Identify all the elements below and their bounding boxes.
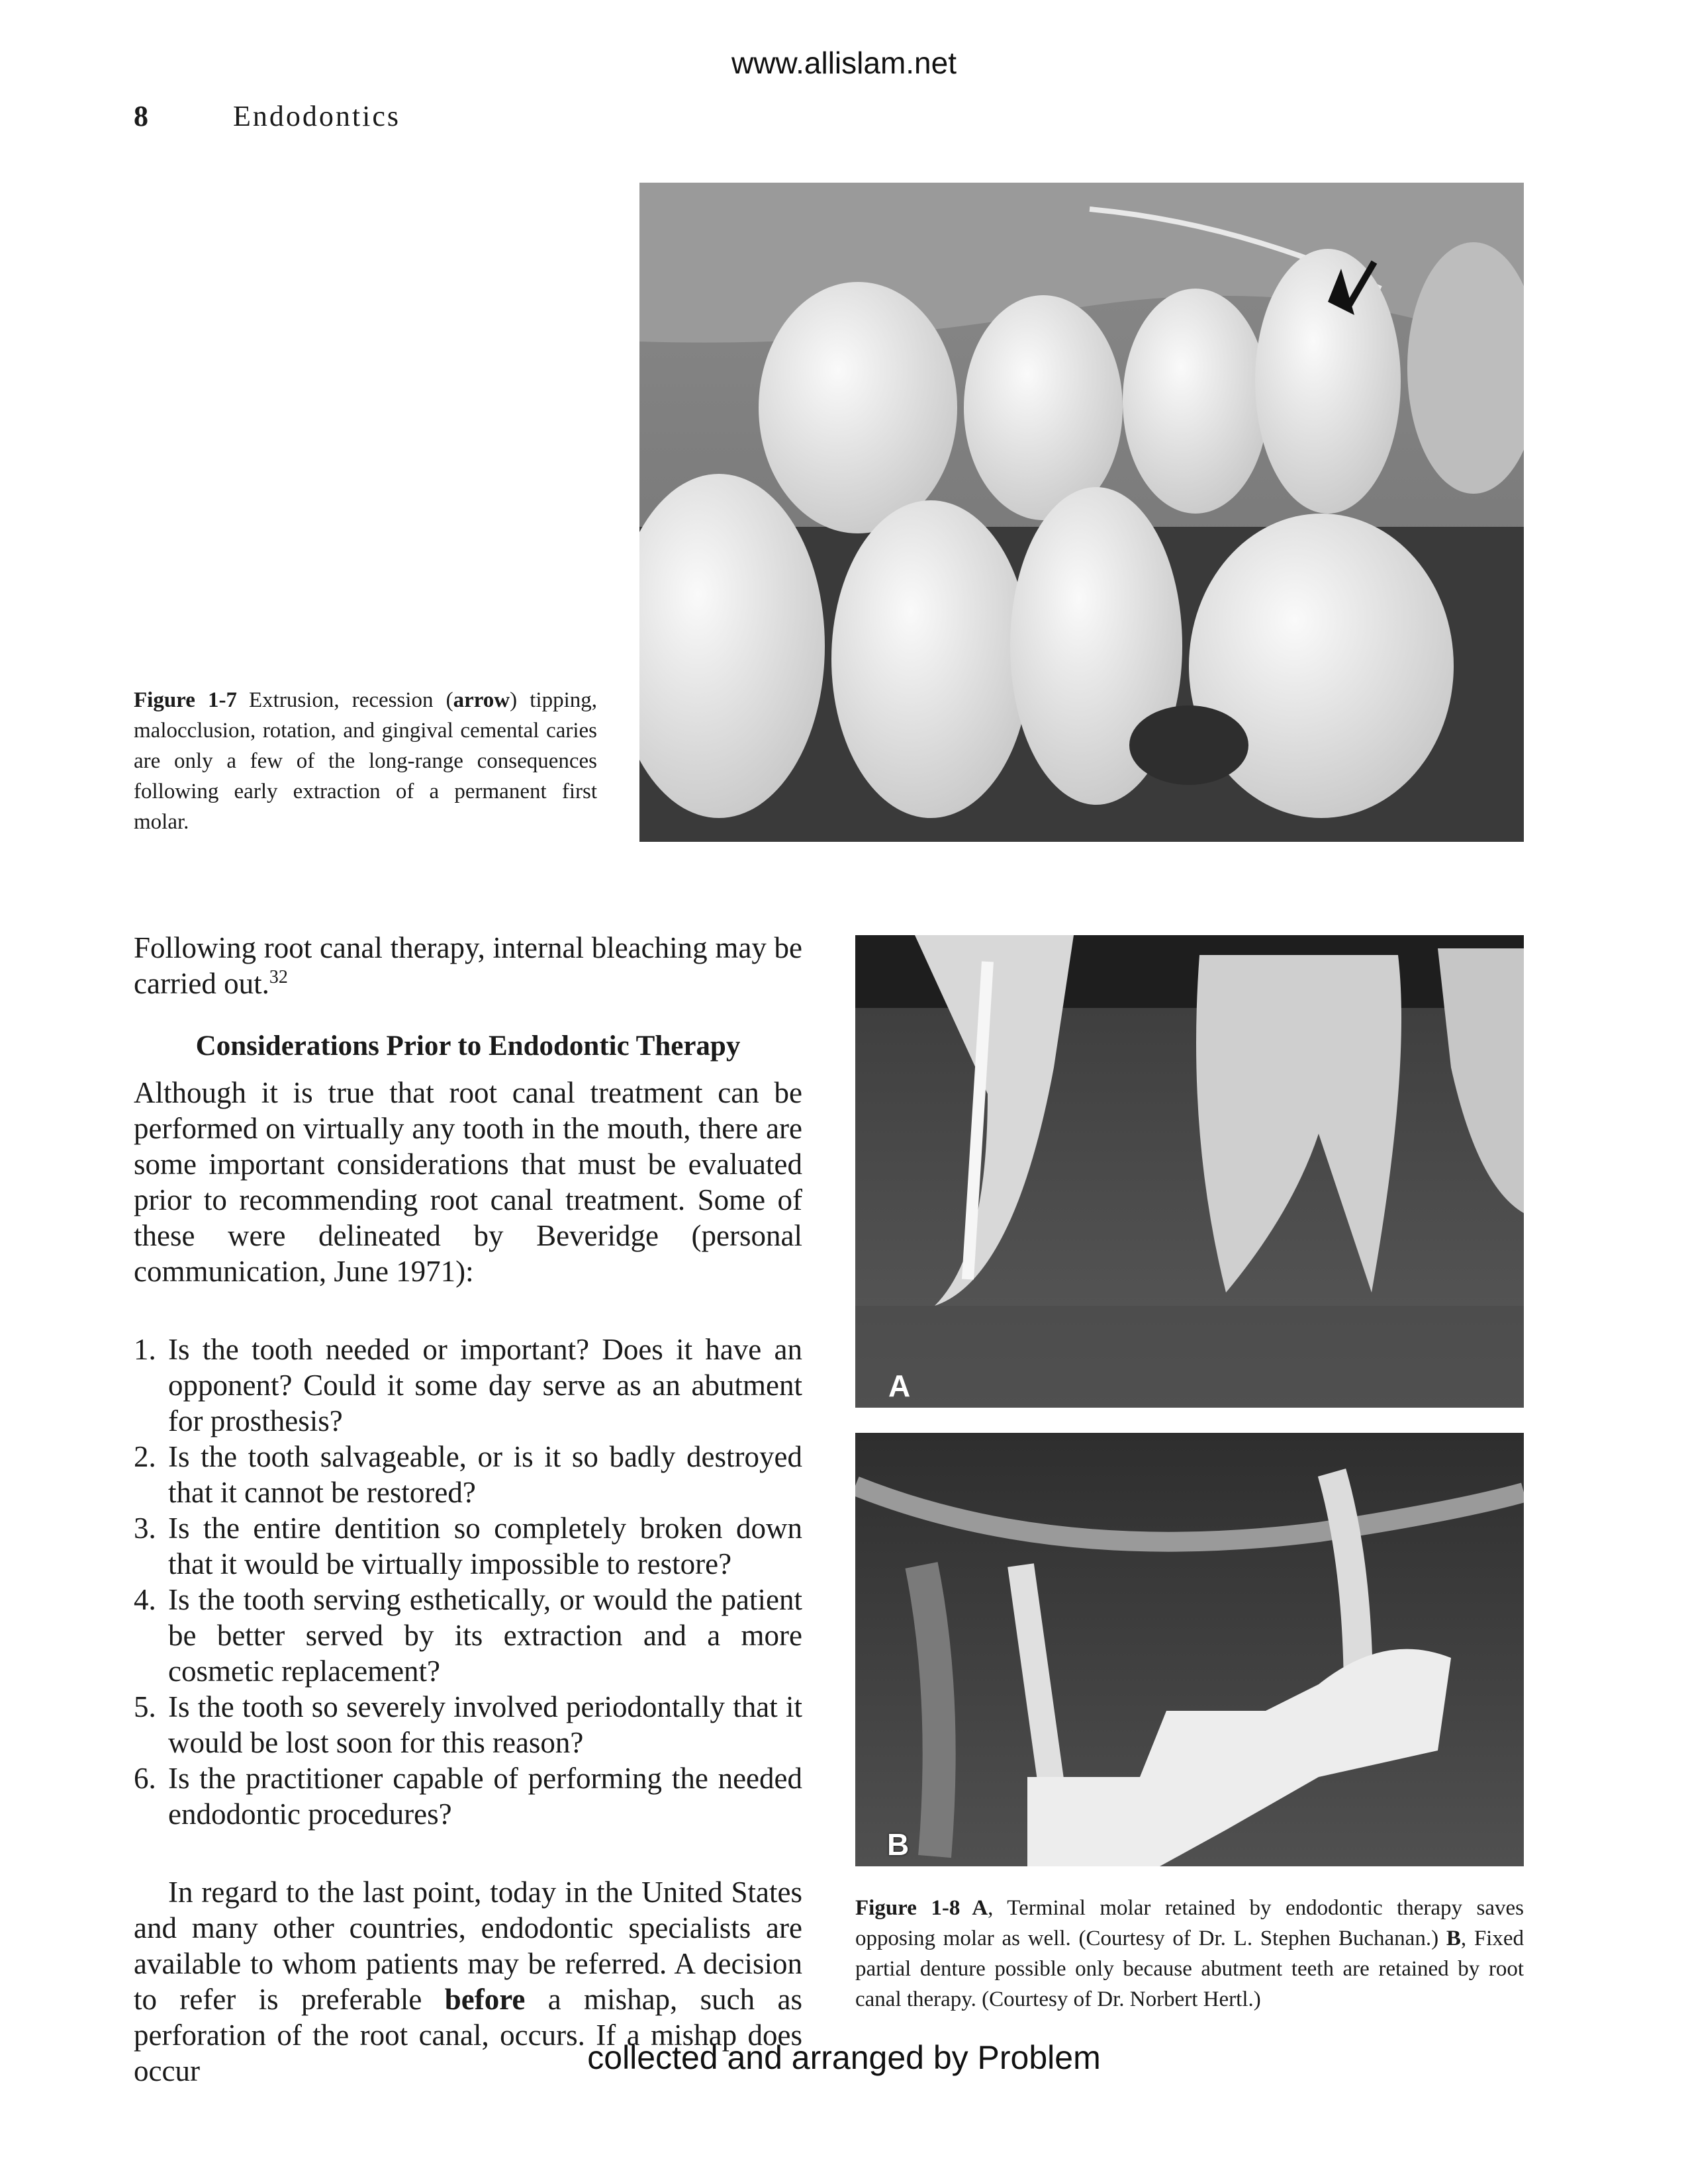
caption-marker-a: A — [972, 1896, 988, 1920]
figure-1-8-panel-a — [855, 935, 1524, 1408]
closing-text: In regard to the last point, today in the United States and many other countries, endodontic specialists are available to whom patients may be referred. A decision to refer is preferable — [134, 1876, 802, 2016]
list-text: Is the tooth serving esthetically, or would the patient be better served by its extraction and a more cosmetic replacement? — [168, 1583, 802, 1688]
list-item — [134, 1689, 802, 1760]
list-item — [134, 1510, 802, 1582]
list-number: 2. — [134, 1440, 156, 1473]
list-item — [134, 1582, 802, 1689]
figure-1-8-panel-b — [855, 1433, 1524, 1866]
caption-text: , Fixed partial denture possible only because abutment teeth are retained by root canal therapy. (Courtesy of Dr. Norbert Hertl.) — [855, 1927, 1524, 2011]
list-item — [134, 1760, 802, 1832]
figure-1-7-label: Figure 1-7 — [134, 688, 237, 712]
panel-b-label: B — [887, 1827, 910, 1862]
list-item — [134, 1439, 802, 1510]
caption-marker-b: B — [1446, 1927, 1461, 1950]
caption-text: ) tipping, malocclusion, rotation, and gingival cemental caries are only a few of the long-range consequences following early extraction of a permanent first molar. — [134, 688, 597, 834]
figure-1-8-label: Figure 1-8 — [855, 1896, 961, 1920]
list-number: 5. — [134, 1690, 156, 1723]
figure-1-7-photo — [639, 183, 1524, 842]
caption-text: , Terminal molar retained by endodontic therapy saves opposing molar as well. (Courtesy of Dr. L. Stephen Buchanan.) — [855, 1896, 1524, 1950]
list-number: 1. — [134, 1333, 156, 1366]
closing-bold: before — [444, 1983, 526, 2016]
main-paragraph: Although it is true that root canal treatment can be performed on virtually any tooth in the mouth, there are some important considerations that must be evaluated prior to recommending root canal treatment. Some of these were delineated by Beveridge (personal communication, June 1971): — [134, 1076, 802, 1288]
list-item — [134, 1332, 802, 1439]
list-text: Is the tooth so severely involved periodontally that it would be lost soon for this reason? — [168, 1690, 802, 1759]
reference-superscript: 32 — [269, 967, 288, 987]
page-number: 8 — [134, 100, 148, 132]
list-number: 4. — [134, 1583, 156, 1616]
list-text: Is the tooth salvageable, or is it so badly destroyed that it cannot be restored? — [168, 1440, 802, 1509]
list-number: 6. — [134, 1762, 156, 1795]
intro-text: Following root canal therapy, internal bleaching may be carried out. — [134, 931, 802, 1000]
figure-1-7-caption — [134, 685, 597, 837]
list-number: 3. — [134, 1512, 156, 1545]
caption-bold: arrow — [453, 688, 510, 712]
watermark-top: www.allislam.net — [731, 46, 957, 80]
intro-paragraph — [134, 930, 802, 1001]
figure-1-8-caption — [855, 1893, 1524, 2015]
section-heading: Considerations Prior to Endodontic Therapy — [195, 1030, 741, 1062]
list-text: Is the tooth needed or important? Does it have an opponent? Could it some day serve as an abutment for prosthesis? — [168, 1333, 802, 1437]
panel-a-label: A — [888, 1369, 911, 1403]
caption-text: Extrusion, recession ( — [249, 688, 453, 712]
closing-text: a mishap, such as perforation of the root canal, occurs. If a mishap does occur — [134, 1983, 802, 2087]
watermark-bottom: collected and arranged by Problem — [587, 2039, 1101, 2076]
running-head: Endodontics — [233, 100, 400, 132]
list-text: Is the practitioner capable of performing the needed endodontic procedures? — [168, 1762, 802, 1831]
list-text: Is the entire dentition so completely broken down that it would be virtually impossible to restore? — [168, 1512, 802, 1580]
considerations-list — [134, 1332, 802, 1832]
